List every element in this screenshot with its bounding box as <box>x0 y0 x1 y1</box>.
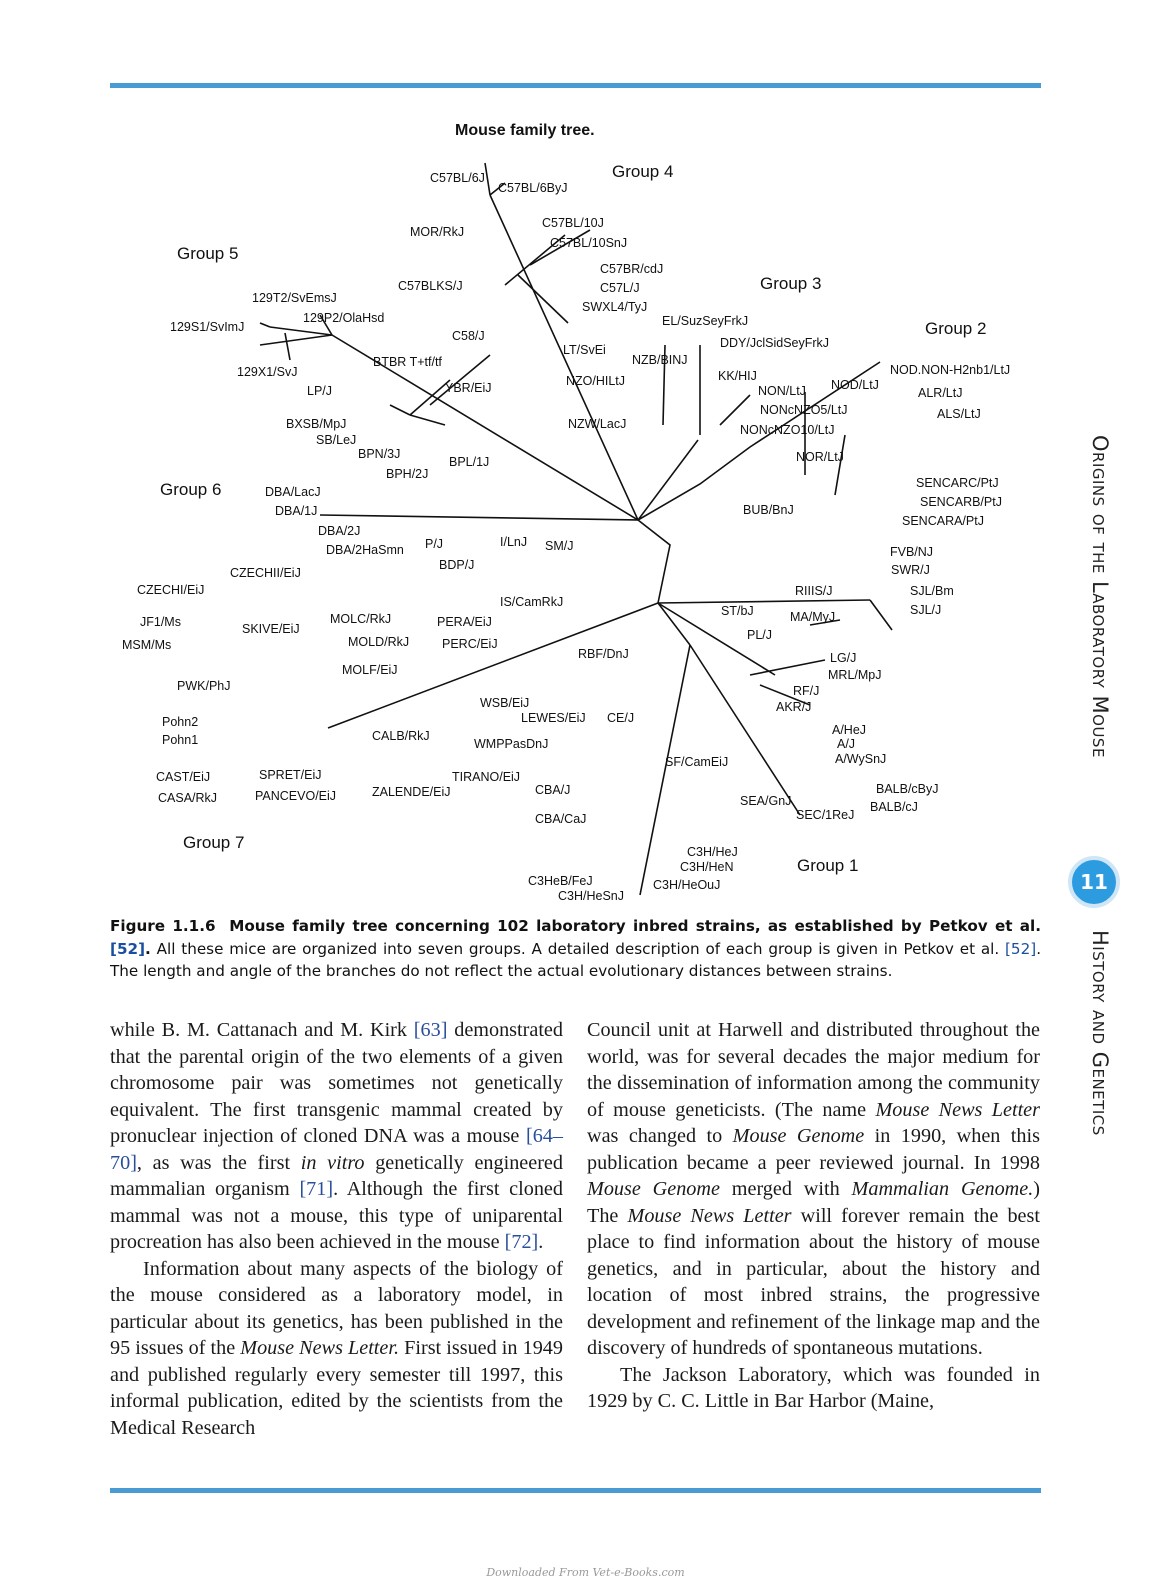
paragraph <box>110 1017 563 1256</box>
strain-label: C57BR/cdJ <box>600 262 664 276</box>
text-run: . Although the first cloned mammal was not a mouse, this type of uniparental procreation has also been achieved in the mouse <box>110 1178 563 1253</box>
group-label: Group 4 <box>612 162 674 181</box>
italic-text: Mouse Genome <box>587 1178 720 1200</box>
strain-label: RF/J <box>793 684 820 698</box>
strain-label: SJL/J <box>910 603 942 617</box>
strain-label: A/J <box>837 737 856 751</box>
strain-label: ST/bJ <box>721 604 754 618</box>
citation-link[interactable]: [63] <box>413 1019 448 1041</box>
strain-label: BALB/cByJ <box>876 782 939 796</box>
strain-label: C3H/HeN <box>680 860 734 874</box>
strain-label: CE/J <box>607 711 635 725</box>
strain-label: SEA/GnJ <box>740 794 792 808</box>
strain-label: PANCEVO/EiJ <box>255 789 337 803</box>
caption-sentence: All these mice are organized into seven groups. A detailed description of each group is given in Petkov et al. <box>156 939 1000 958</box>
italic-text: Mouse News Letter. <box>240 1337 400 1359</box>
strain-label: SF/CamEiJ <box>665 755 729 769</box>
paragraph <box>587 1362 1040 1415</box>
strain-label: RIIIS/J <box>795 584 833 598</box>
strain-label: A/WySnJ <box>835 752 887 766</box>
strain-label: MOLC/RkJ <box>330 612 392 626</box>
strain-label: 129S1/SvImJ <box>170 320 245 334</box>
strain-label: 129X1/SvJ <box>237 365 298 379</box>
text-run: in 1990, when this publication became a peer reviewed journal. In 1998 <box>587 1125 1040 1174</box>
strain-label: CBA/J <box>535 783 571 797</box>
running-header-part1: Origins of the Laboratory Mouse <box>1088 435 1112 758</box>
strain-label: Pohn2 <box>162 715 199 729</box>
strain-label: BXSB/MpJ <box>286 417 347 431</box>
strain-label: SKIVE/EiJ <box>242 622 300 636</box>
strain-label: DBA/LacJ <box>265 485 321 499</box>
strain-label: SENCARB/PtJ <box>920 495 1002 509</box>
strain-label: BPN/3J <box>358 447 401 461</box>
caption-bold-text: Mouse family tree concerning 102 laboratory inbred strains, as established by Petkov et al. <box>229 917 1041 935</box>
strain-label: CBA/CaJ <box>535 812 587 826</box>
strain-label: WMPPasDnJ <box>474 737 549 751</box>
text-run: demonstrated that the parental origin of the two elements of a given chromosome pair was sometimes not genetically equivalent. The first transgenic mammal created by pronuclear injection of cloned DNA was a mouse <box>110 1019 563 1147</box>
strain-label: BUB/BnJ <box>743 503 794 517</box>
text-run: . <box>538 1231 544 1253</box>
strain-label: MOR/RkJ <box>410 225 465 239</box>
text-run: ) The <box>587 1178 1040 1227</box>
italic-text: in vitro <box>300 1151 365 1174</box>
strain-label: NZO/HILtJ <box>566 374 626 388</box>
strain-label: PERA/EiJ <box>437 615 492 629</box>
strain-label: C57BL/6ByJ <box>498 181 568 195</box>
strain-label: JF1/Ms <box>140 615 181 629</box>
text-run: The Jackson Laboratory, which was founded in 1929 by C. C. Little in Bar Harbor (Maine, <box>587 1363 1040 1412</box>
figure-label: Figure 1.1.6 <box>110 917 216 935</box>
strain-label: NZB/BINJ <box>632 353 688 367</box>
body-column-left <box>110 1017 563 1441</box>
strain-label: BPL/1J <box>449 455 490 469</box>
bottom-rule <box>110 1488 1041 1493</box>
strain-label: SJL/Bm <box>910 584 954 598</box>
strain-label: C57L/J <box>600 281 640 295</box>
text-run: while B. M. Cattanach and M. Kirk <box>110 1019 414 1041</box>
strain-label: 129T2/SvEmsJ <box>252 291 337 305</box>
text-run: was changed to <box>587 1125 733 1147</box>
strain-label: ALS/LtJ <box>937 407 981 421</box>
strain-label: TIRANO/EiJ <box>452 770 521 784</box>
strain-label: DBA/2J <box>318 524 361 538</box>
italic-text: Mouse News Letter <box>627 1204 792 1227</box>
strain-label: BDP/J <box>439 558 475 572</box>
text-run: , as was the first <box>136 1151 301 1174</box>
citation-link[interactable]: [71] <box>299 1178 334 1200</box>
strain-label: C3H/HeJ <box>687 845 738 859</box>
citation-link[interactable]: [64–70] <box>110 1125 563 1174</box>
paragraph <box>110 1256 563 1442</box>
strain-label: C3H/HeOuJ <box>653 878 721 892</box>
strain-label: NONcNZO5/LtJ <box>760 403 848 417</box>
strain-label: C57BL/6J <box>430 171 485 185</box>
group-label: Group 5 <box>177 244 239 263</box>
italic-text: Mouse Genome <box>732 1125 865 1147</box>
strain-label: RBF/DnJ <box>578 647 629 661</box>
paragraph <box>587 1017 1040 1362</box>
strain-label: SM/J <box>545 539 574 553</box>
strain-label: PERC/EiJ <box>442 637 498 651</box>
caption-sentence: The length and angle of the branches do not reflect the actual evolutionary distances between strains. <box>110 962 893 980</box>
strain-label: NOD/LtJ <box>831 378 879 392</box>
strain-label: SEC/1ReJ <box>796 808 855 822</box>
strain-label: ZALENDE/EiJ <box>372 785 451 799</box>
group-label: Group 1 <box>797 856 859 875</box>
strain-label: CASA/RkJ <box>158 791 218 805</box>
strain-label: Pohn1 <box>162 733 199 747</box>
strain-label: NOD.NON-H2nb1/LtJ <box>890 363 1011 377</box>
strain-label: FVB/NJ <box>890 545 934 559</box>
strain-label: DDY/JclSidSeyFrkJ <box>720 336 830 350</box>
strain-label: EL/SuzSeyFrkJ <box>662 314 749 328</box>
strain-label: CALB/RkJ <box>372 729 430 743</box>
citation-link[interactable]: [52] <box>110 939 146 958</box>
strain-label: 129P2/OlaHsd <box>303 311 385 325</box>
citation-link[interactable]: [72] <box>504 1231 539 1253</box>
watermark: Downloaded From Vet-e-Books.com <box>486 1566 685 1579</box>
strain-label: C57BLKS/J <box>398 279 463 293</box>
strain-label: AKR/J <box>776 700 812 714</box>
text-run: First issued in 1949 and published regularly every semester till 1997, this informal publication, edited by the scientists from the Medical Research <box>110 1337 563 1439</box>
strain-label: CZECHII/EiJ <box>230 566 301 580</box>
strain-label: KK/HIJ <box>718 369 757 383</box>
strain-label: ALR/LtJ <box>918 386 963 400</box>
strain-label: LEWES/EiJ <box>521 711 586 725</box>
strain-label: NZW/LacJ <box>568 417 627 431</box>
strain-label: MA/MyJ <box>790 610 836 624</box>
italic-text: Mouse News Letter <box>875 1098 1040 1121</box>
strain-label: CAST/EiJ <box>156 770 211 784</box>
strain-label: MOLD/RkJ <box>348 635 410 649</box>
citation-link[interactable]: [52] <box>1005 939 1037 958</box>
strain-label: SWR/J <box>891 563 930 577</box>
strain-label: C58/J <box>452 329 485 343</box>
strain-label: C57BL/10J <box>542 216 604 230</box>
strain-label: SB/LeJ <box>316 433 357 447</box>
strain-labels <box>122 171 1010 903</box>
strain-label: DBA/2HaSmn <box>326 543 404 557</box>
strain-label: P/J <box>425 537 444 551</box>
strain-label: SENCARA/PtJ <box>902 514 984 528</box>
strain-label: LT/SvEi <box>563 343 606 357</box>
strain-label: I/LnJ <box>500 535 528 549</box>
text-run: genetically engineered mammalian organism <box>110 1151 563 1200</box>
strain-label: NON/LtJ <box>758 384 806 398</box>
strain-label: YBR/EiJ <box>445 381 492 395</box>
strain-label: LP/J <box>307 384 333 398</box>
strain-label: MRL/MpJ <box>828 668 882 682</box>
strain-label: C57BL/10SnJ <box>550 236 628 250</box>
strain-label: SWXL4/TyJ <box>582 300 648 314</box>
figure-title: Mouse family tree. <box>455 122 595 139</box>
text-run: Council unit at Harwell and distributed throughout the world, was for several decades the major medium for the dissemination of information among the community of mouse geneticists. (The name <box>587 1019 1040 1121</box>
group-label: Group 2 <box>925 319 987 338</box>
strain-label: WSB/EiJ <box>480 696 530 710</box>
strain-label: IS/CamRkJ <box>500 595 564 609</box>
strain-label: A/HeJ <box>832 723 867 737</box>
strain-label: BPH/2J <box>386 467 429 481</box>
page-number-badge: 11 <box>1068 856 1120 908</box>
running-header-part2: History and Genetics <box>1088 930 1112 1136</box>
strain-label: MSM/Ms <box>122 638 172 652</box>
strain-label: PWK/PhJ <box>177 679 231 693</box>
strain-label: LG/J <box>830 651 857 665</box>
strain-label: BTBR T+tf/tf <box>373 355 442 369</box>
text-run: will forever remain the best place to find information about the history of mouse genetics, and in particular, about the history and location of most inbred strains, the progressive development and refinement of the linkage map and the discovery of hundreds of spontaneous mutations. <box>587 1204 1040 1359</box>
strain-label: C3HeB/FeJ <box>528 874 593 888</box>
strain-label: DBA/1J <box>275 504 318 518</box>
strain-label: BALB/cJ <box>870 800 918 814</box>
strain-label: NONcNZO10/LtJ <box>740 423 835 437</box>
strain-label: PL/J <box>747 628 773 642</box>
strain-label: NOR/LtJ <box>796 450 844 464</box>
figure-caption: Figure 1.1.6 Mouse family tree concerning 102 laboratory inbred strains, as established by Petkov et al. [52]. All these mice are organized into seven groups. A detailed description of each group is given in Petkov et al. [52]. The length and angle of the branches do not reflect the actual evolutionary distances between strains. <box>110 917 1042 980</box>
strain-label: C3H/HeSnJ <box>558 889 624 903</box>
strain-label: CZECHI/EiJ <box>137 583 205 597</box>
italic-text: Mammalian Genome. <box>851 1178 1034 1200</box>
strain-label: SPRET/EiJ <box>259 768 322 782</box>
group-label: Group 6 <box>160 480 222 499</box>
body-column-right <box>587 1017 1040 1415</box>
strain-label: SENCARC/PtJ <box>916 476 999 490</box>
group-label: Group 3 <box>760 274 822 293</box>
mouse-family-tree-figure <box>110 105 1041 905</box>
strain-label: MOLF/EiJ <box>342 663 398 677</box>
top-rule <box>110 83 1041 88</box>
group-label: Group 7 <box>183 833 245 852</box>
text-run: merged with <box>719 1178 852 1200</box>
text-run: Information about many aspects of the biology of the mouse considered as a laboratory model, in particular about its genetics, has been published in the 95 issues of the <box>110 1257 563 1359</box>
